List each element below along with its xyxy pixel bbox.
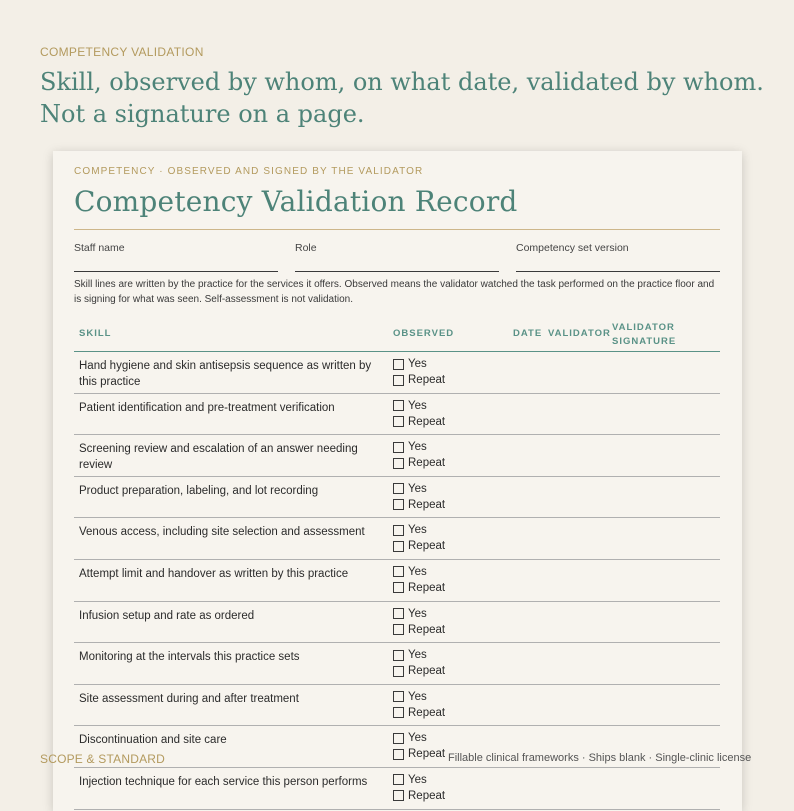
yes-option[interactable] [393,647,445,663]
yes-checkbox[interactable] [393,608,404,619]
yes-label: Yes [408,773,427,786]
skill-label: Screening review and escalation of an answer needing review [79,443,358,472]
yes-label: Yes [408,441,427,454]
repeat-checkbox[interactable] [393,666,404,677]
repeat-checkbox[interactable] [393,375,404,386]
repeat-option[interactable] [393,372,445,388]
skills-table [74,352,720,810]
staff-name-label: Staff name [74,242,125,254]
table-row [74,602,720,644]
repeat-option[interactable] [393,580,445,596]
repeat-label: Repeat [408,498,446,511]
table-row [74,518,720,560]
yes-option[interactable] [393,564,445,580]
skill-label: Injection technique for each service this person performs [79,775,368,788]
yes-label: Yes [408,399,427,412]
yes-option[interactable] [393,730,445,746]
sheet-title: Competency Validation Record [74,185,518,218]
yes-label: Yes [408,607,427,620]
repeat-option[interactable] [393,746,445,762]
observed-options [393,647,445,679]
yes-checkbox[interactable] [393,650,404,661]
staff-name-line[interactable] [74,271,278,272]
yes-label: Yes [408,482,427,495]
table-row [74,768,720,810]
competency-set-version-field[interactable] [516,242,720,254]
observed-options [393,398,445,430]
repeat-label: Repeat [408,665,446,678]
skill-label: Discontinuation and site care [79,734,227,747]
yes-checkbox[interactable] [393,359,404,370]
table-header [74,316,720,352]
skill-label: Monitoring at the intervals this practice sets [79,651,300,664]
table-row [74,352,720,394]
skill-label: Site assessment during and after treatment [79,692,299,705]
repeat-checkbox[interactable] [393,790,404,801]
repeat-option[interactable] [393,663,445,679]
repeat-label: Repeat [408,540,446,553]
staff-name-field[interactable] [74,242,278,254]
column-validator: VALIDATOR [548,328,611,339]
column-validator-signature: VALIDATOR SIGNATURE [612,322,677,347]
repeat-checkbox[interactable] [393,416,404,427]
instructions-note: Skill lines are written by the practice for the services it offers. Observed means the validator watched the task performed on the practice floor and is signing for what was seen. Self-assessment is not validation. [74,279,715,305]
repeat-option[interactable] [393,622,445,638]
yes-checkbox[interactable] [393,442,404,453]
repeat-checkbox[interactable] [393,458,404,469]
yes-label: Yes [408,565,427,578]
observed-options [393,689,445,721]
repeat-option[interactable] [393,414,445,430]
observed-options [393,772,445,804]
page-headline: Skill, observed by whom, on what date, validated by whom. Not a signature on a page. [40,68,764,128]
record-sheet [53,151,742,811]
title-divider [74,229,720,230]
yes-label: Yes [408,524,427,537]
repeat-label: Repeat [408,706,446,719]
yes-option[interactable] [393,398,445,414]
yes-option[interactable] [393,356,445,372]
yes-checkbox[interactable] [393,400,404,411]
skill-label: Venous access, including site selection and assessment [79,526,365,539]
skill-label: Hand hygiene and skin antisepsis sequence as written by this practice [79,360,372,388]
repeat-checkbox[interactable] [393,749,404,760]
yes-checkbox[interactable] [393,733,404,744]
repeat-checkbox[interactable] [393,707,404,718]
table-row [74,435,720,477]
repeat-option[interactable] [393,705,445,721]
role-field[interactable] [295,242,499,254]
repeat-label: Repeat [408,415,446,428]
yes-label: Yes [408,649,427,662]
yes-option[interactable] [393,439,445,455]
observed-options [393,481,445,513]
repeat-label: Repeat [408,623,446,636]
yes-option[interactable] [393,481,445,497]
repeat-option[interactable] [393,538,445,554]
yes-label: Yes [408,358,427,370]
repeat-label: Repeat [408,789,446,802]
skill-label: Product preparation, labeling, and lot recording [79,484,319,497]
table-row [74,560,720,602]
competency-set-version-label: Competency set version [516,242,629,254]
section-kicker: COMPETENCY VALIDATION [40,45,204,59]
yes-label: Yes [408,690,427,703]
yes-checkbox[interactable] [393,774,404,785]
repeat-label: Repeat [408,457,446,470]
column-observed: OBSERVED [393,328,455,339]
skill-label: Attempt limit and handover as written by this practice [79,567,349,580]
role-label: Role [295,242,317,254]
repeat-label: Repeat [408,748,446,761]
repeat-checkbox[interactable] [393,541,404,552]
observed-options [393,564,445,596]
yes-checkbox[interactable] [393,483,404,494]
repeat-option[interactable] [393,497,445,513]
observed-options [393,356,445,388]
yes-option[interactable] [393,772,445,788]
repeat-option[interactable] [393,455,445,471]
role-line[interactable] [295,271,499,272]
yes-checkbox[interactable] [393,566,404,577]
table-row [74,477,720,519]
table-row [74,643,720,685]
footer-brand: SCOPE & STANDARD [40,752,165,766]
observed-options [393,606,445,638]
observed-options [393,439,445,471]
observed-options [393,522,445,554]
repeat-option[interactable] [393,788,445,804]
skill-label: Patient identification and pre-treatment verification [79,401,335,414]
column-date: DATE [513,328,543,339]
yes-option[interactable] [393,689,445,705]
yes-checkbox[interactable] [393,525,404,536]
sheet-kicker: COMPETENCY · OBSERVED AND SIGNED BY THE VALIDATOR [74,166,424,177]
repeat-label: Repeat [408,374,446,386]
yes-label: Yes [408,732,427,745]
column-skill: SKILL [79,328,112,339]
observed-options [393,730,445,762]
yes-option[interactable] [393,522,445,538]
skill-label: Infusion setup and rate as ordered [79,609,255,622]
table-row [74,394,720,436]
table-row [74,685,720,727]
repeat-label: Repeat [408,581,446,594]
footer-tagline: Fillable clinical frameworks · Ships blank · Single-clinic license [448,752,752,764]
repeat-checkbox[interactable] [393,624,404,635]
repeat-checkbox[interactable] [393,582,404,593]
yes-option[interactable] [393,606,445,622]
yes-checkbox[interactable] [393,691,404,702]
competency-set-version-line[interactable] [516,271,720,272]
repeat-checkbox[interactable] [393,499,404,510]
